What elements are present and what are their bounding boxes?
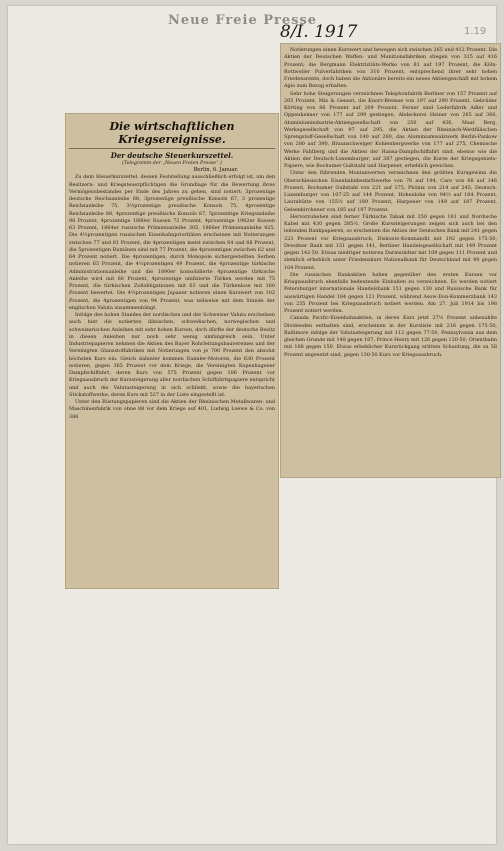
article-body-left [66, 174, 278, 421]
paragraph: Zu dem Steuerkurszettel, dessen Feststellung ausschließlich erfolgt ist, um den Besitzern- und Kriegsteuerpflichtigen die Grundlage für die Bewertung ihres Vermögensbestandes per Ende des Jahres zu geben, sind notiert: 3prozentige deutsche Reichsanleihe 66, 3prozentige preußische Konsols 67, 3 prozentige Reichsanleihe 75, 3½prozentige preußische Konsols 75, 4prozentige Reichsanleihe 88, 4prozentige preußische Konsols 87, 5prozentige Kriegsanleihe 98 Prozent, 4prozentige 1880er Russen 72 Prozent, 4prozentige 1902er Russen 63 Prozent, 1864er russische Prämienanleihe 305, 1866er Prämienanleihe 425. Die 4½prozentigen russischen Eisenbahnprioritäten erscheinen mit Notierungen zwischen 77 und 81 Prozent, die 4prozentigen meist zwischen 64 und 68 Prozent, die 5prozentigen Rumänen sind mit 77 Prozent, die 4prozentigen zwischen 62 und 64 Prozent notiert. Die 4prozentigen, durch Monopole sichergestellten Serben notieren 63 Prozent, die 4½prozentigen 49 Prozent, die 4prozentige türkische Administrationsanleihe und die 1890er konsolidierte 4prozentige türkische Anleihe wird mit 68 Prozent, 4prozentige unifizierte Türken werden mit 75 Prozent, die türkischen Zollobligationen mit 63 und die Türkenlose mit 160 Prozent bewertet. Die 4½prozentigen Japaner notieren einen Kurswert von 102 Prozent, die 4prozentigen von 94 Prozent, was teilweise mit dem Stande der englischen Valuta zusammenhängt. [69, 174, 275, 311]
paragraph: Die russischen Bankaktien haben gegenüber den ersten Kursen vor Kriegsausbruch ebenfalls bedeutende Einbußen zu verzeichnen. Es werden notiert Petersburger internationale Handelsbank 151 gegen 130 und Russische Bank für auswärtigen Handel 184 gegen 121 Prozent, während Asow-Don-Kommerzbank 143 von 235 Prozent bei Kriegsausbruch notiert werden. Am 27. Juli 1914 bis 198 Prozent notiert werden. [284, 271, 497, 314]
archive-number: 1.19 [464, 26, 487, 37]
paragraph: Notierungen einen Kurswert und bewegen sich zwischen 265 und 412 Prozent. Die Aktien der Deutschen Waffen- und Munitionsfabriken stiegen von 315 auf 416 Prozent; die Bergmann Elektrizitäts-Werke von 81 auf 197 Prozent, die Köln-Rottweiler Pulverfabriken von 310 Prozent, entsprechend ihrer sehr hohen Friedensrente, doch haben die Aktionäre bereits ein neues Aktiengeschäft mit hohem Agio zum Bezug erhalten. [284, 47, 497, 90]
paragraph: Infolge des hohen Standes der nordischen und der Schweizer Valuta erscheinen auch hier die notierten dänischen, schwedischen, norwegischen und schweizerischen Anleihen mit sehr hohen Kursen, doch dürfte der deutsche Besitz in diesen Anleihen nur noch sehr wenig umfangreich sein. Unter Industriepapieren nehmen die Aktien des Bayer Rohrleitungsbauvereines und der Vereinigten Glanzstoffabriken mit Notierungen von je 700 Prozent den absolut höchsten Kurs ein. Gleich dahinter kommen Daimler-Motoren, die 630 Prozent notieren, gegen 365 Prozent vor dem Kriege, die Vereinigten Kopenhagener Dampfschiffahrt, deren Kurs von 575 Prozent gegen 106 Prozent vor Kriegsausbruch der Kurssteigerung aller nordischen Schiffahrtspapiere entspricht und auch die Valutasteigerung in sich schließt, sowie die bayerischen Stickstoffwerke, deren Kurs mit 527 in der Liste eingestellt ist. [69, 312, 275, 398]
article-dateline: Berlin, 6. Januar. [193, 167, 238, 173]
article-body-right [281, 44, 500, 359]
headline-rule [69, 148, 275, 149]
article-headline: Die wirtschaftlichen Kriegsereignisse. [109, 120, 235, 146]
paragraph: Canada Pacific-Eisenbahnaktien, in deren Kurs jetzt 27½ Prozent unbezahlte Dividenden enthalten sind, erscheinen in der Kursliste mit 216 gegen 175·50, Baltimore infolge der Valutasteigerung mit 112 gegen 77·50, Pennsylvania aus dem gleichen Grunde mit 148 gegen 107, Prince Henry mit 126 gegen 130·50, Orientbahn mit 168 gegen 150. Etwas erheblicher Kursrückgang erlitten Schantung, die zu 58 Prozent angesetzt sind, gegen 130·50 Kurs vor Kriegsausbruch. [284, 315, 497, 358]
article-subheadline: Der deutsche Steuerkurszettel. [110, 151, 234, 160]
handwritten-date: 8/I. 1917 [280, 22, 358, 42]
newspaper-clipping-left [65, 113, 279, 589]
paragraph: Unter den Rüstungspapieren sind die Aktien der Rheinischen Metallwaren- und Maschinenfabrik von ohne 88 vor dem Kriege auf 401, Ludwig Loewe & Co. von 386 [69, 399, 275, 420]
paragraph: Hervorzuheben sind ferner Türkische Tabak mit 250 gegen 181 und Nordische Kabel mit 430 gegen 285½. Große Kurssteigerungen zeigen sich auch bei den leitenden Bankpapieren, so erscheinen die Aktien der Deutschen Bank mit 241 gegen 223 Prozent vor Kriegsausbruch, Diskonto-Kommandit mit 192 gegen 175·50, Dresdner Bank mit 151 gegen 141, Berliner Handelsgesellschaft mit 149 Prozent gegen 142·50. Etwas niedriger notieren Darmstädter mit 109 gegen 111 Prozent und ziemlich erheblich unter Friedenskurs Nationalbank für Deutschland mit 90 gegen 104 Prozent. [284, 213, 497, 271]
paragraph: Unter den führenden Montanwerten verzeichnen den größten Kursgewinn die Oberschlesischen Eisenbahnbedarfswerke von 76 auf 194, Caro von 68 auf 146 Prozent, Bochumer Gußstahl von 221 auf 275, Phönix von 214 auf 245, Deutsch-Luxemburger von 107·25 auf 144 Prozent, Hohenlohe von 94½ auf 164 Prozent, Laurahütte von 155½ auf 189 Prozent, Harpener von 149 auf 187 Prozent, Gelsenkirchener von 185 auf 197 Prozent. [284, 170, 497, 213]
source-stamp: Neue Freie Presse [168, 13, 318, 28]
article-credit: (Telegramm der „Neuen Freien Presse“.) [122, 161, 222, 166]
archive-sheet [8, 6, 496, 844]
newspaper-clipping-right [280, 43, 501, 478]
paragraph: Sehr hohe Steigerungen verzeichnen Telephonfabrik Berliner von 157 Prozent auf 265 Prozent, Mix & Genest, die Knorr-Bremse von 197 auf 290 Prozent, Gebrüder Körting von 86 Prozent auf 209 Prozent. Ferner sind Lederfabrik Adler und Oppenheimer von 177 auf 299 gestiegen, Abdeckerei Heiner von 265 auf 366, Aluminiumindustrie-Aktiengesellschaft von 250 auf 436, Maat Berg. Werksgesellschaft von 97 auf 295, die Aktien der Rheinisch-Westfälischen Sprengstoff-Gesellschaft von 140 auf 260, das Aluminiumwalzwerk Berlin-Pankow von 280 auf 390, Braunschweiger Kohlenbergwerke von 177 auf 275, Chemische Werke Fahlberg und die Aktien der Hansa-Dampfschiffahrt sind, ebenso wie die Aktien der Deutsch-Luxemburger, auf 387 gestiegen, die Kurse der Kriegsgebiets-Papiere, wie Bochumer Gußstahl und Harpener, erheblich gewichen. [284, 90, 497, 169]
